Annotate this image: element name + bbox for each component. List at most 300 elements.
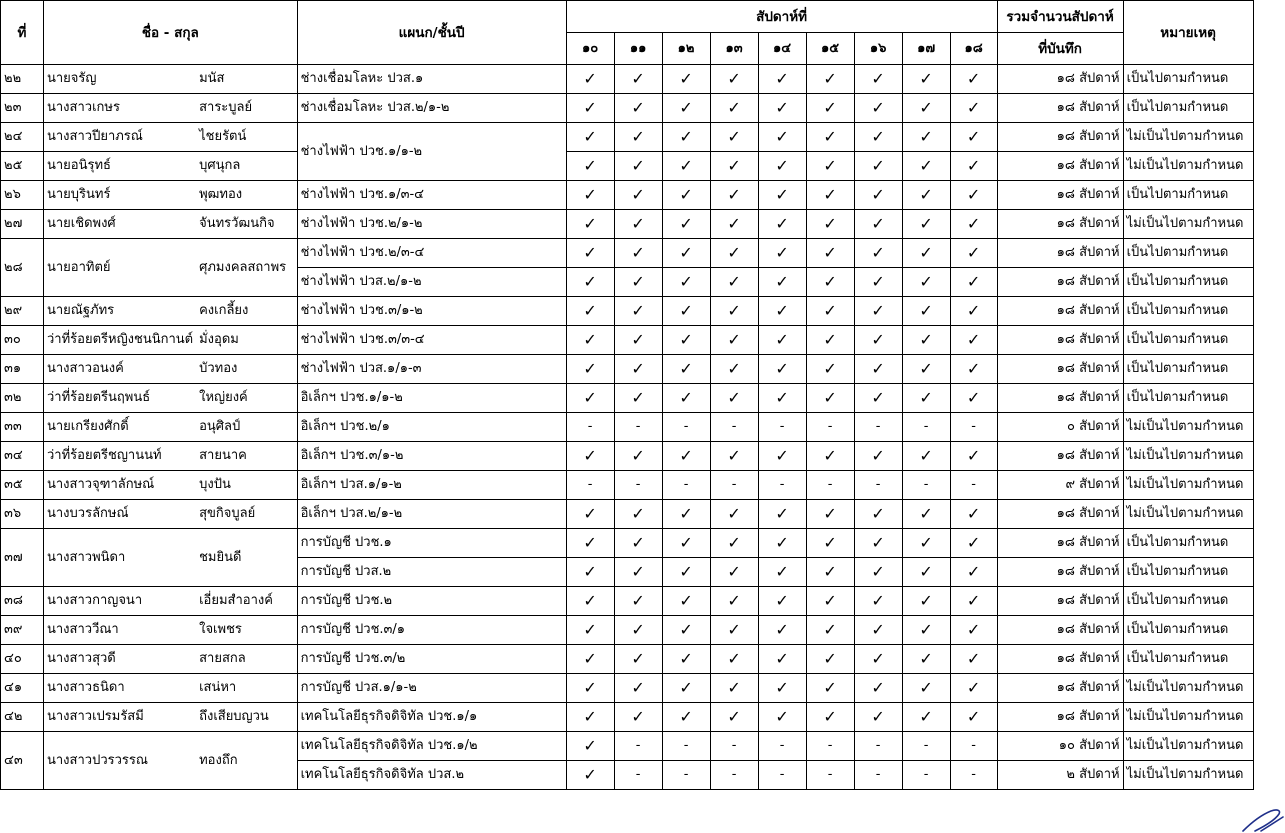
check-icon: ✓ [950, 587, 997, 616]
row-number: ๓๗ [1, 529, 44, 587]
total-weeks: ๑๘ สัปดาห์ [997, 703, 1123, 732]
last-name: มนัส [196, 65, 297, 94]
check-icon: ✓ [710, 297, 758, 326]
last-name: คงเกลี้ยง [196, 297, 297, 326]
table-row [1, 645, 1254, 674]
check-icon: ✓ [566, 732, 614, 761]
check-icon: ✓ [854, 268, 902, 297]
dash-mark: - [758, 471, 806, 500]
check-icon: ✓ [614, 355, 662, 384]
check-icon: ✓ [710, 355, 758, 384]
table-row [1, 587, 1254, 616]
check-icon: ✓ [758, 558, 806, 587]
check-icon: ✓ [662, 529, 710, 558]
row-number: ๓๐ [1, 326, 44, 355]
check-icon: ✓ [758, 384, 806, 413]
dash-mark: - [710, 471, 758, 500]
dash-mark: - [758, 761, 806, 790]
check-icon: ✓ [806, 587, 854, 616]
check-icon: ✓ [758, 326, 806, 355]
last-name: สายนาค [196, 442, 297, 471]
first-name: นางสาวเกษร [44, 94, 197, 123]
dash-mark: - [806, 761, 854, 790]
check-icon: ✓ [758, 587, 806, 616]
check-icon: ✓ [854, 384, 902, 413]
check-icon: ✓ [806, 384, 854, 413]
check-icon: ✓ [662, 326, 710, 355]
check-icon: ✓ [566, 239, 614, 268]
check-icon: ✓ [758, 152, 806, 181]
remark: ไม่เป็นไปตามกำหนด [1123, 210, 1253, 239]
total-weeks: ๑๘ สัปดาห์ [997, 500, 1123, 529]
check-icon: ✓ [806, 152, 854, 181]
check-icon: ✓ [854, 181, 902, 210]
dash-mark: - [758, 413, 806, 442]
header-no: ที่ [1, 1, 44, 65]
check-icon: ✓ [950, 152, 997, 181]
first-name: นางสาวปียาภรณ์ [44, 123, 197, 152]
row-number: ๒๒ [1, 65, 44, 94]
row-number: ๓๒ [1, 384, 44, 413]
total-weeks: ๑๘ สัปดาห์ [997, 355, 1123, 384]
first-name: นายอนิรุทธ์ [44, 152, 197, 181]
header-week: ๑๔ [758, 33, 806, 65]
dash-mark: - [614, 732, 662, 761]
check-icon: ✓ [566, 152, 614, 181]
department: ช่างไฟฟ้า ปวช.๓/๑-๒ [297, 297, 566, 326]
department: เทคโนโลยีธุรกิจดิจิทัล ปวช.๑/๒ [297, 732, 566, 761]
first-name: นางสาวจุฑาลักษณ์ [44, 471, 197, 500]
remark: เป็นไปตามกำหนด [1123, 268, 1253, 297]
check-icon: ✓ [614, 94, 662, 123]
check-icon: ✓ [902, 558, 950, 587]
dash-mark: - [950, 732, 997, 761]
department: เทคโนโลยีธุรกิจดิจิทัล ปวช.๑/๑ [297, 703, 566, 732]
check-icon: ✓ [902, 500, 950, 529]
check-icon: ✓ [902, 297, 950, 326]
check-icon: ✓ [950, 500, 997, 529]
check-icon: ✓ [758, 442, 806, 471]
check-icon: ✓ [566, 297, 614, 326]
dash-mark: - [710, 413, 758, 442]
remark: เป็นไปตามกำหนด [1123, 65, 1253, 94]
table-row [1, 471, 1254, 500]
check-icon: ✓ [662, 558, 710, 587]
check-icon: ✓ [614, 500, 662, 529]
check-icon: ✓ [758, 674, 806, 703]
dash-mark: - [662, 471, 710, 500]
first-name: นายณัฐภัทร [44, 297, 197, 326]
total-weeks: ๑๘ สัปดาห์ [997, 239, 1123, 268]
total-weeks: ๑๘ สัปดาห์ [997, 674, 1123, 703]
check-icon: ✓ [854, 645, 902, 674]
check-icon: ✓ [710, 674, 758, 703]
table-row [1, 500, 1254, 529]
total-weeks: ๑๘ สัปดาห์ [997, 326, 1123, 355]
check-icon: ✓ [662, 442, 710, 471]
header-week: ๑๖ [854, 33, 902, 65]
header-week: ๑๓ [710, 33, 758, 65]
total-weeks: ๑๘ สัปดาห์ [997, 123, 1123, 152]
last-name: สายสกล [196, 645, 297, 674]
header-week: ๑๘ [950, 33, 997, 65]
check-icon: ✓ [902, 674, 950, 703]
total-weeks: ๑๘ สัปดาห์ [997, 297, 1123, 326]
last-name: เสน่หา [196, 674, 297, 703]
check-icon: ✓ [614, 65, 662, 94]
first-name: นายเชิดพงศ์ [44, 210, 197, 239]
row-number: ๒๓ [1, 94, 44, 123]
department: อิเล็กฯ ปวช.๓/๑-๒ [297, 442, 566, 471]
row-number: ๔๐ [1, 645, 44, 674]
remark: ไม่เป็นไปตามกำหนด [1123, 123, 1253, 152]
table-row [1, 674, 1254, 703]
department: การบัญชี ปวช.๓/๒ [297, 645, 566, 674]
total-weeks: ๑๐ สัปดาห์ [997, 732, 1123, 761]
header-week: ๑๕ [806, 33, 854, 65]
dash-mark: - [902, 471, 950, 500]
check-icon: ✓ [806, 239, 854, 268]
remark: เป็นไปตามกำหนด [1123, 239, 1253, 268]
row-number: ๓๓ [1, 413, 44, 442]
dash-mark: - [854, 413, 902, 442]
check-icon: ✓ [614, 297, 662, 326]
check-icon: ✓ [950, 65, 997, 94]
check-icon: ✓ [950, 442, 997, 471]
dash-mark: - [902, 761, 950, 790]
table-row [1, 326, 1254, 355]
check-icon: ✓ [710, 442, 758, 471]
first-name: นางสาวธนิดา [44, 674, 197, 703]
check-icon: ✓ [710, 123, 758, 152]
check-icon: ✓ [806, 94, 854, 123]
remark: ไม่เป็นไปตามกำหนด [1123, 500, 1253, 529]
check-icon: ✓ [614, 703, 662, 732]
check-icon: ✓ [806, 703, 854, 732]
dash-mark: - [662, 761, 710, 790]
check-icon: ✓ [566, 94, 614, 123]
total-weeks: ๑๘ สัปดาห์ [997, 645, 1123, 674]
check-icon: ✓ [614, 210, 662, 239]
last-name: ชมยินดี [196, 529, 297, 587]
check-icon: ✓ [950, 239, 997, 268]
check-icon: ✓ [950, 645, 997, 674]
check-icon: ✓ [854, 123, 902, 152]
check-icon: ✓ [758, 65, 806, 94]
check-icon: ✓ [662, 152, 710, 181]
last-name: บุงปัน [196, 471, 297, 500]
department: ช่างไฟฟ้า ปวช.๓/๓-๔ [297, 326, 566, 355]
check-icon: ✓ [902, 268, 950, 297]
department: ช่างเชื่อมโลหะ ปวส.๑ [297, 65, 566, 94]
row-number: ๒๕ [1, 152, 44, 181]
dash-mark: - [662, 413, 710, 442]
check-icon: ✓ [566, 181, 614, 210]
remark: ไม่เป็นไปตามกำหนด [1123, 442, 1253, 471]
check-icon: ✓ [662, 210, 710, 239]
check-icon: ✓ [566, 674, 614, 703]
total-weeks: ๑๘ สัปดาห์ [997, 558, 1123, 587]
check-icon: ✓ [854, 65, 902, 94]
check-icon: ✓ [902, 152, 950, 181]
check-icon: ✓ [614, 268, 662, 297]
first-name: นายอาทิตย์ [44, 239, 197, 297]
check-icon: ✓ [758, 123, 806, 152]
dash-mark: - [854, 471, 902, 500]
dash-mark: - [806, 732, 854, 761]
check-icon: ✓ [902, 326, 950, 355]
check-icon: ✓ [566, 268, 614, 297]
check-icon: ✓ [950, 355, 997, 384]
table-row [1, 703, 1254, 732]
department: ช่างไฟฟ้า ปวช.๑/๓-๔ [297, 181, 566, 210]
check-icon: ✓ [614, 239, 662, 268]
dash-mark: - [854, 732, 902, 761]
check-icon: ✓ [662, 297, 710, 326]
total-weeks: ๑๘ สัปดาห์ [997, 181, 1123, 210]
check-icon: ✓ [662, 384, 710, 413]
row-number: ๓๖ [1, 500, 44, 529]
total-weeks: ๑๘ สัปดาห์ [997, 529, 1123, 558]
row-number: ๔๑ [1, 674, 44, 703]
dash-mark: - [614, 761, 662, 790]
department: ช่างไฟฟ้า ปวส.๒/๑-๒ [297, 268, 566, 297]
remark: ไม่เป็นไปตามกำหนด [1123, 732, 1253, 761]
check-icon: ✓ [566, 442, 614, 471]
check-icon: ✓ [614, 123, 662, 152]
check-icon: ✓ [662, 181, 710, 210]
check-icon: ✓ [662, 616, 710, 645]
check-icon: ✓ [854, 500, 902, 529]
header-week: ๑๗ [902, 33, 950, 65]
check-icon: ✓ [806, 268, 854, 297]
check-icon: ✓ [854, 616, 902, 645]
remark: เป็นไปตามกำหนด [1123, 558, 1253, 587]
check-icon: ✓ [854, 529, 902, 558]
header-name: ชื่อ - สกุล [44, 1, 298, 65]
last-name: พุฒทอง [196, 181, 297, 210]
department: การบัญชี ปวช.๑ [297, 529, 566, 558]
remark: เป็นไปตามกำหนด [1123, 94, 1253, 123]
header-total-line2: ที่บันทึก [997, 33, 1123, 65]
check-icon: ✓ [614, 674, 662, 703]
check-icon: ✓ [806, 442, 854, 471]
table-row [1, 442, 1254, 471]
remark: ไม่เป็นไปตามกำหนด [1123, 471, 1253, 500]
check-icon: ✓ [854, 210, 902, 239]
check-icon: ✓ [662, 645, 710, 674]
check-icon: ✓ [950, 616, 997, 645]
check-icon: ✓ [758, 181, 806, 210]
table-row [1, 210, 1254, 239]
check-icon: ✓ [902, 616, 950, 645]
signature-icon [1237, 807, 1285, 833]
check-icon: ✓ [950, 326, 997, 355]
row-number: ๔๓ [1, 732, 44, 790]
remark: ไม่เป็นไปตามกำหนด [1123, 413, 1253, 442]
check-icon: ✓ [854, 442, 902, 471]
last-name: ศุภมงคลสถาพร [196, 239, 297, 297]
department: อิเล็กฯ ปวส.๑/๑-๒ [297, 471, 566, 500]
total-weeks: ๑๘ สัปดาห์ [997, 384, 1123, 413]
total-weeks: ๑๘ สัปดาห์ [997, 616, 1123, 645]
check-icon: ✓ [854, 674, 902, 703]
total-weeks: ๑๘ สัปดาห์ [997, 210, 1123, 239]
dash-mark: - [710, 732, 758, 761]
department: ช่างไฟฟ้า ปวช.๒/๓-๔ [297, 239, 566, 268]
department: อิเล็กฯ ปวช.๑/๑-๒ [297, 384, 566, 413]
check-icon: ✓ [902, 587, 950, 616]
total-weeks: ๑๘ สัปดาห์ [997, 65, 1123, 94]
department: อิเล็กฯ ปวส.๒/๑-๒ [297, 500, 566, 529]
check-icon: ✓ [662, 94, 710, 123]
department: การบัญชี ปวช.๓/๑ [297, 616, 566, 645]
check-icon: ✓ [662, 268, 710, 297]
last-name: สุขกิจบูลย์ [196, 500, 297, 529]
first-name: ว่าที่ร้อยตรีชญานนท์ [44, 442, 197, 471]
row-number: ๓๔ [1, 442, 44, 471]
check-icon: ✓ [566, 384, 614, 413]
dash-mark: - [662, 732, 710, 761]
check-icon: ✓ [950, 558, 997, 587]
check-icon: ✓ [950, 703, 997, 732]
check-icon: ✓ [614, 326, 662, 355]
check-icon: ✓ [758, 703, 806, 732]
check-icon: ✓ [854, 587, 902, 616]
check-icon: ✓ [662, 500, 710, 529]
check-icon: ✓ [758, 355, 806, 384]
last-name: เอี่ยมสำอางค์ [196, 587, 297, 616]
first-name: นางสาวอนงค์ [44, 355, 197, 384]
check-icon: ✓ [854, 152, 902, 181]
row-number: ๒๖ [1, 181, 44, 210]
row-number: ๓๕ [1, 471, 44, 500]
table-row [1, 732, 1254, 761]
check-icon: ✓ [806, 674, 854, 703]
check-icon: ✓ [566, 616, 614, 645]
table-row [1, 297, 1254, 326]
dash-mark: - [902, 413, 950, 442]
check-icon: ✓ [566, 703, 614, 732]
check-icon: ✓ [950, 123, 997, 152]
dash-mark: - [902, 732, 950, 761]
check-icon: ✓ [662, 355, 710, 384]
check-icon: ✓ [710, 587, 758, 616]
check-icon: ✓ [854, 558, 902, 587]
last-name: ใจเพชร [196, 616, 297, 645]
dash-mark: - [614, 413, 662, 442]
header-dept: แผนก/ชั้นปี [297, 1, 566, 65]
dash-mark: - [854, 761, 902, 790]
check-icon: ✓ [566, 355, 614, 384]
first-name: นายจรัญ [44, 65, 197, 94]
check-icon: ✓ [614, 558, 662, 587]
dash-mark: - [806, 413, 854, 442]
check-icon: ✓ [566, 210, 614, 239]
check-icon: ✓ [758, 616, 806, 645]
first-name: นางสาวกาญจนา [44, 587, 197, 616]
check-icon: ✓ [710, 94, 758, 123]
check-icon: ✓ [758, 239, 806, 268]
first-name: นางสาวเปรมรัสมี [44, 703, 197, 732]
check-icon: ✓ [566, 500, 614, 529]
dash-mark: - [950, 471, 997, 500]
department: ช่างไฟฟ้า ปวส.๑/๑-๓ [297, 355, 566, 384]
first-name: ว่าที่ร้อยตรีหญิงชนนิกานต์ [44, 326, 197, 355]
check-icon: ✓ [806, 123, 854, 152]
check-icon: ✓ [758, 500, 806, 529]
remark: เป็นไปตามกำหนด [1123, 587, 1253, 616]
check-icon: ✓ [710, 616, 758, 645]
check-icon: ✓ [950, 384, 997, 413]
header-remark: หมายเหตุ [1123, 1, 1253, 65]
check-icon: ✓ [806, 210, 854, 239]
table-row [1, 152, 1254, 181]
check-icon: ✓ [806, 297, 854, 326]
check-icon: ✓ [902, 65, 950, 94]
check-icon: ✓ [950, 94, 997, 123]
total-weeks: ๑๘ สัปดาห์ [997, 94, 1123, 123]
department: ช่างไฟฟ้า ปวช.๒/๑-๒ [297, 210, 566, 239]
total-weeks: ๑๘ สัปดาห์ [997, 152, 1123, 181]
department: เทคโนโลยีธุรกิจดิจิทัล ปวส.๒ [297, 761, 566, 790]
dash-mark: - [758, 732, 806, 761]
check-icon: ✓ [566, 761, 614, 790]
check-icon: ✓ [614, 587, 662, 616]
department: ช่างเชื่อมโลหะ ปวส.๒/๑-๒ [297, 94, 566, 123]
check-icon: ✓ [806, 558, 854, 587]
total-weeks: ๙ สัปดาห์ [997, 471, 1123, 500]
table-row [1, 123, 1254, 152]
first-name: นางสาวสุวดี [44, 645, 197, 674]
check-icon: ✓ [614, 529, 662, 558]
check-icon: ✓ [806, 326, 854, 355]
check-icon: ✓ [710, 152, 758, 181]
check-icon: ✓ [710, 645, 758, 674]
row-number: ๒๙ [1, 297, 44, 326]
remark: เป็นไปตามกำหนด [1123, 355, 1253, 384]
table-row [1, 355, 1254, 384]
check-icon: ✓ [662, 674, 710, 703]
table-row [1, 94, 1254, 123]
remark: เป็นไปตามกำหนด [1123, 297, 1253, 326]
check-icon: ✓ [662, 239, 710, 268]
check-icon: ✓ [710, 268, 758, 297]
check-icon: ✓ [806, 529, 854, 558]
remark: เป็นไปตามกำหนด [1123, 645, 1253, 674]
last-name: สาระบูลย์ [196, 94, 297, 123]
check-icon: ✓ [614, 384, 662, 413]
check-icon: ✓ [950, 181, 997, 210]
check-icon: ✓ [566, 529, 614, 558]
header-weeks-title: สัปดาห์ที่ [566, 1, 997, 33]
dash-mark: - [566, 471, 614, 500]
check-icon: ✓ [710, 210, 758, 239]
check-icon: ✓ [902, 645, 950, 674]
dash-mark: - [950, 413, 997, 442]
check-icon: ✓ [614, 442, 662, 471]
row-number: ๓๘ [1, 587, 44, 616]
remark: ไม่เป็นไปตามกำหนด [1123, 761, 1253, 790]
last-name: ไชยรัตน์ [196, 123, 297, 152]
check-icon: ✓ [806, 500, 854, 529]
check-icon: ✓ [902, 210, 950, 239]
check-icon: ✓ [758, 268, 806, 297]
check-icon: ✓ [710, 326, 758, 355]
remark: ไม่เป็นไปตามกำหนด [1123, 674, 1253, 703]
last-name: บัวทอง [196, 355, 297, 384]
check-icon: ✓ [614, 152, 662, 181]
